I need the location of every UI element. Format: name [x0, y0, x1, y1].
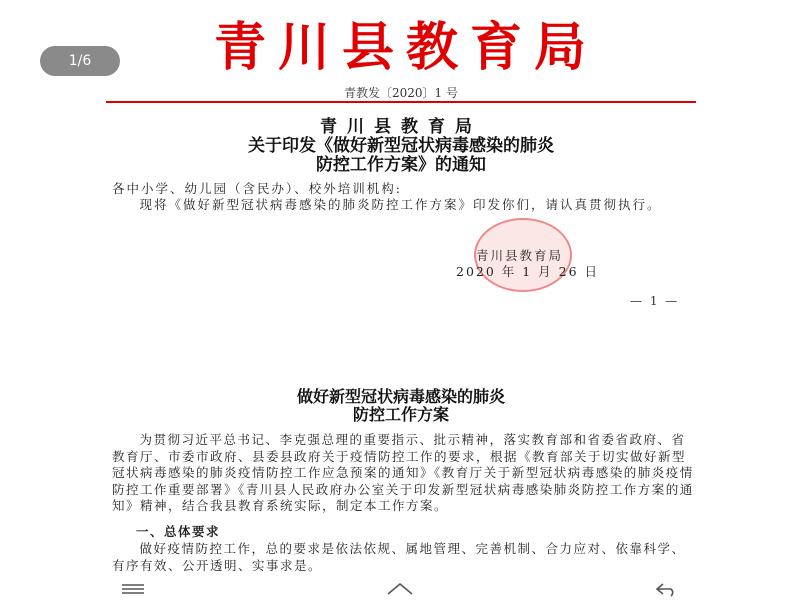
notice-title-line-2: 关于印发《做好新型冠状病毒感染的肺炎 [248, 136, 554, 156]
notice-title-line-1: 青川县教育局 [320, 117, 482, 137]
plan-title-line-2: 防控工作方案 [352, 405, 449, 424]
page-indicator-badge: 1/6 [40, 46, 120, 76]
notice-body: 现将《做好新型冠状病毒感染的肺炎防控工作方案》印发你们，请认真贯彻执行。 [139, 197, 662, 212]
back-arrow-icon [653, 581, 681, 597]
page-number: — 1 — [630, 294, 680, 308]
home-button[interactable] [380, 580, 420, 598]
plan-body: 为贯彻习近平总书记、李克强总理的重要指示、批示精神，落实教育部和省委省政府、省教育厅、市委市政府、县委县政府关于疫情防控工作的要求，根据《教育部关于切实做好新型冠状病毒感染的肺炎疫情防控工作应急预案的通知》《教育厅关于新型冠状病毒感染的肺炎疫情防控工作重要部署》《青川县人民政府办公室关于印发新型冠状病毒感染肺炎防控工作方案的通知》精神，结合我县教育系统实际，制定本工作方案。 [112, 432, 694, 513]
notice-title [106, 118, 696, 175]
masthead-title: 青川县教育局 [213, 17, 598, 78]
menu-button[interactable] [113, 580, 153, 598]
section-heading-general: 一、总体要求 [136, 524, 221, 539]
recipients-line: 各中小学、幼儿园（含民办）、校外培训机构: [112, 181, 402, 196]
document-number: 青教发〔2020〕1 号 [344, 86, 458, 100]
notice-title-line-3: 防控工作方案》的通知 [316, 155, 486, 175]
home-icon [385, 581, 415, 597]
red-divider [106, 101, 696, 103]
seal-date: 2020 年 1 月 26 日 [456, 264, 600, 279]
system-nav-bar [0, 578, 800, 600]
official-seal [456, 218, 600, 288]
document-page [106, 0, 696, 600]
plan-title-line-1: 做好新型冠状病毒感染的肺炎 [296, 387, 505, 406]
plan-title [106, 388, 696, 424]
menu-icon [120, 582, 146, 596]
back-button[interactable] [647, 580, 687, 598]
section-one-body: 做好疫情防控工作，总的要求是依法依规、属地管理、完善机制、合力应对、依靠科学、有序有效、公开透明、实事求是。 [112, 541, 686, 573]
seal-organization: 青川县教育局 [476, 248, 564, 263]
